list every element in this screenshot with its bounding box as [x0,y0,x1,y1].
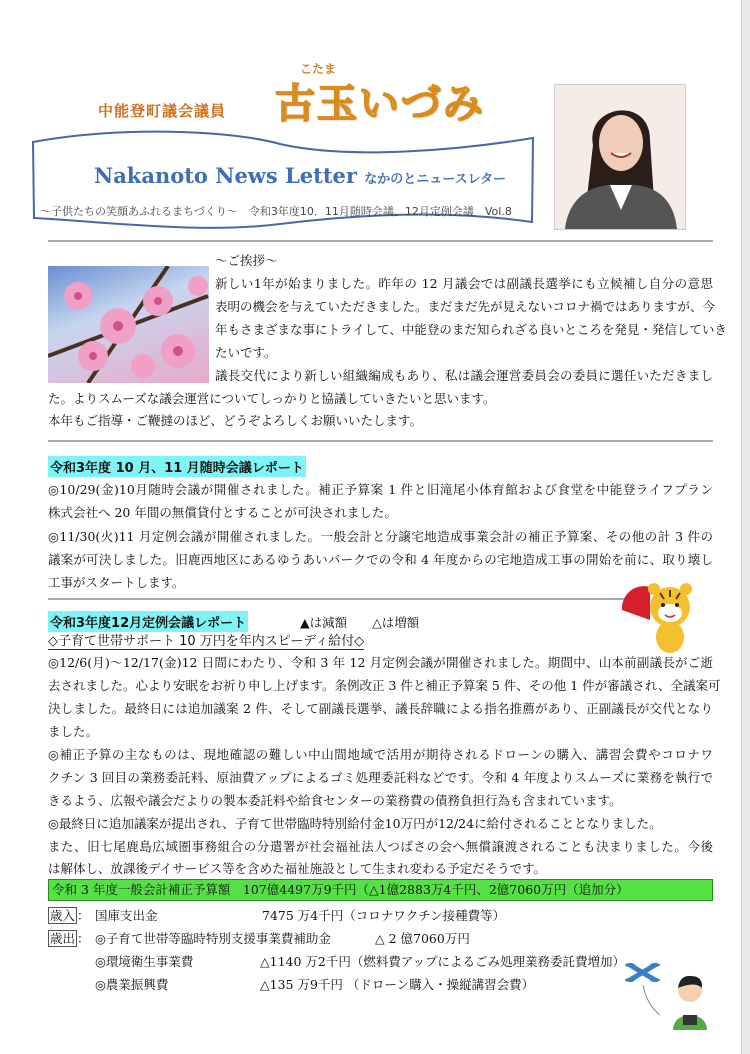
expense-label-row [48,929,90,947]
newsletter-title-jp: なかのとニュースレター [364,172,507,187]
section2-line: ◎補正予算の主なものは、現地確認の難しい中山間地域で活用が期待されるドローンの購入、講習会費やコロナワ [48,747,713,762]
section2-line: また、旧七尾鹿島広域圏事務組合の分遣署が社会福祉法人つばさの会へ無償譲渡されることも決まりました。今後 [48,839,713,854]
section1-line: 工事がスタートします。 [48,575,185,590]
greeting-line: 年もさまざまな事にトライして、中能登のまだ知られざる良いところを発見・発信していき [215,322,727,337]
legend-note: ▲は減額 △は増額 [300,615,420,630]
section2-line: ました。 [48,724,99,739]
greeting-line: 表明の機会を与えていただきました。まだまだ先が見えないコロナ禍ではありますが、今 [215,299,716,314]
tiger-mascot-image [620,575,700,655]
councillor-name: 古玉いづみ [275,81,485,127]
section1-line: 議案が可決しました。旧鹿西地区にあるゆうあいパークでの令和 4 年度からの宅地造成工事の開始を前に、取り壊し [48,552,713,567]
section2-line: クチン 3 回目の業務委託料、原油費アップによるゴミ処理委託料などです。令和 4 年度よりスムーズに業務を執行で [48,770,713,785]
greeting-line: 新しい1年が始まりました。昨年の 12 月議会では副議長選挙にも立候補し自分の意思 [215,276,713,291]
section2-line: ◎最終日に追加議案が提出され、子育て世帯臨時特別給付金10万円が12/24に給付されることとなりました。 [48,816,662,831]
budget-summary-bar: 令和 3 年度一般会計補正予算額 107億4497万9千円（△1億2883万4千円、2億7060万円（追加分） [48,879,713,901]
expense-item: ◎環境衛生事業費 [95,954,194,969]
expense-item: ◎農業振興費 [95,977,169,992]
expense-item: ◎子育て世帯等臨時特別支援事業費補助金 [95,931,331,946]
section2-line: 決しました。最終日には追加議案 2 件、そして副議長選挙、議長辞職による指名推薦があり、正副議長が交代となり [48,701,713,716]
plum-blossom-image [48,266,209,383]
section2-line: きるよう、広報や議会だよりの製本委託料や給食センターの業務費の債務負担行為も含まれています。 [48,793,622,808]
expense-amount: △135 万9千円 （ドローン購入・操縦講習会費） [260,977,535,992]
revenue-amount: 7475 万4千円（コロナワクチン接種費等） [262,908,506,923]
greeting-line: た。よりスムーズな議会運営についてしっかりと協議していきたいと思います。 [48,391,496,406]
section1-title: 令和3年度 10 月、11 月随時会議レポート [48,456,306,477]
colon: ： [77,908,90,923]
section2-line: 去されました。心より安眠をお祈り申し上げます。条例改正 3 件と補正予算案 5 件、その他 1 件が審議され、全議案可 [48,678,721,693]
greeting-heading: ～ご挨拶～ [215,253,278,268]
section1-line: ◎11/30(火)11 月定例会議が開催されました。一般会計と分譲宅地造成事業会計の補正予算案、その他の計 3 件の [48,529,713,544]
greeting-line: 議長交代により新しい組織編成もあり、私は議会運営委員会の委員に選任いただきまし [215,368,713,383]
councillor-photo [554,84,686,230]
drone-operator-image [625,955,715,1030]
newsletter-title: Nakanoto News Letter なかのとニュースレター [94,163,507,188]
revenue-label: 歳入 [50,908,76,923]
greeting-line: たいです。 [215,345,277,360]
divider [48,440,713,442]
expense-amount: △ 2 億7060万円 [375,931,470,946]
section2-line: は解体し、放課後デイサービス等を含めた福祉施設として生まれ変わる予定だそうです。 [48,861,547,876]
section1-line: ◎10/29(金)10月随時会議が開催されました。補正予算案 1 件と旧滝尾小体育館および食堂を中能登ライフプラン [48,482,713,497]
section2-subtitle: ◇子育て世帯サポート 10 万円を年内スピーディ給付◇ [48,630,364,650]
section2-line: ◎12/6(月)～12/17(金)12 日間にわたり、令和 3 年 12 月定例会議が開催されました。期間中、山本前副議長がご逝 [48,655,713,670]
viewer-edge [741,0,750,1054]
revenue-item: 国庫支出金 [95,908,158,923]
section1-line: 株式会社へ 20 年間の無償貸付とすることが可決されました。 [48,505,397,520]
expense-label: 歳出 [50,931,76,946]
revenue-label-row [48,906,90,924]
section2-title: 令和3年度12月定例会議レポート [48,611,248,632]
divider [48,598,628,600]
expense-amount: △1140 万2千円（燃料費アップによるごみ処理業務委託費増加） [260,954,625,969]
name-ruby: こたま [300,62,337,76]
newsletter-subtitle: ～子供たちの笑顔あふれるまちづくり～ 令和3年度10．11月随時会議、12月定例会議 Vol.8 [40,205,512,218]
divider [48,240,713,242]
greeting-line: 本年もご指導・ご鞭撻のほど、どうぞよろしくお願いいたします。 [48,413,423,428]
councillor-role: 中能登町議会議員 [98,102,227,120]
colon: ： [77,931,90,946]
